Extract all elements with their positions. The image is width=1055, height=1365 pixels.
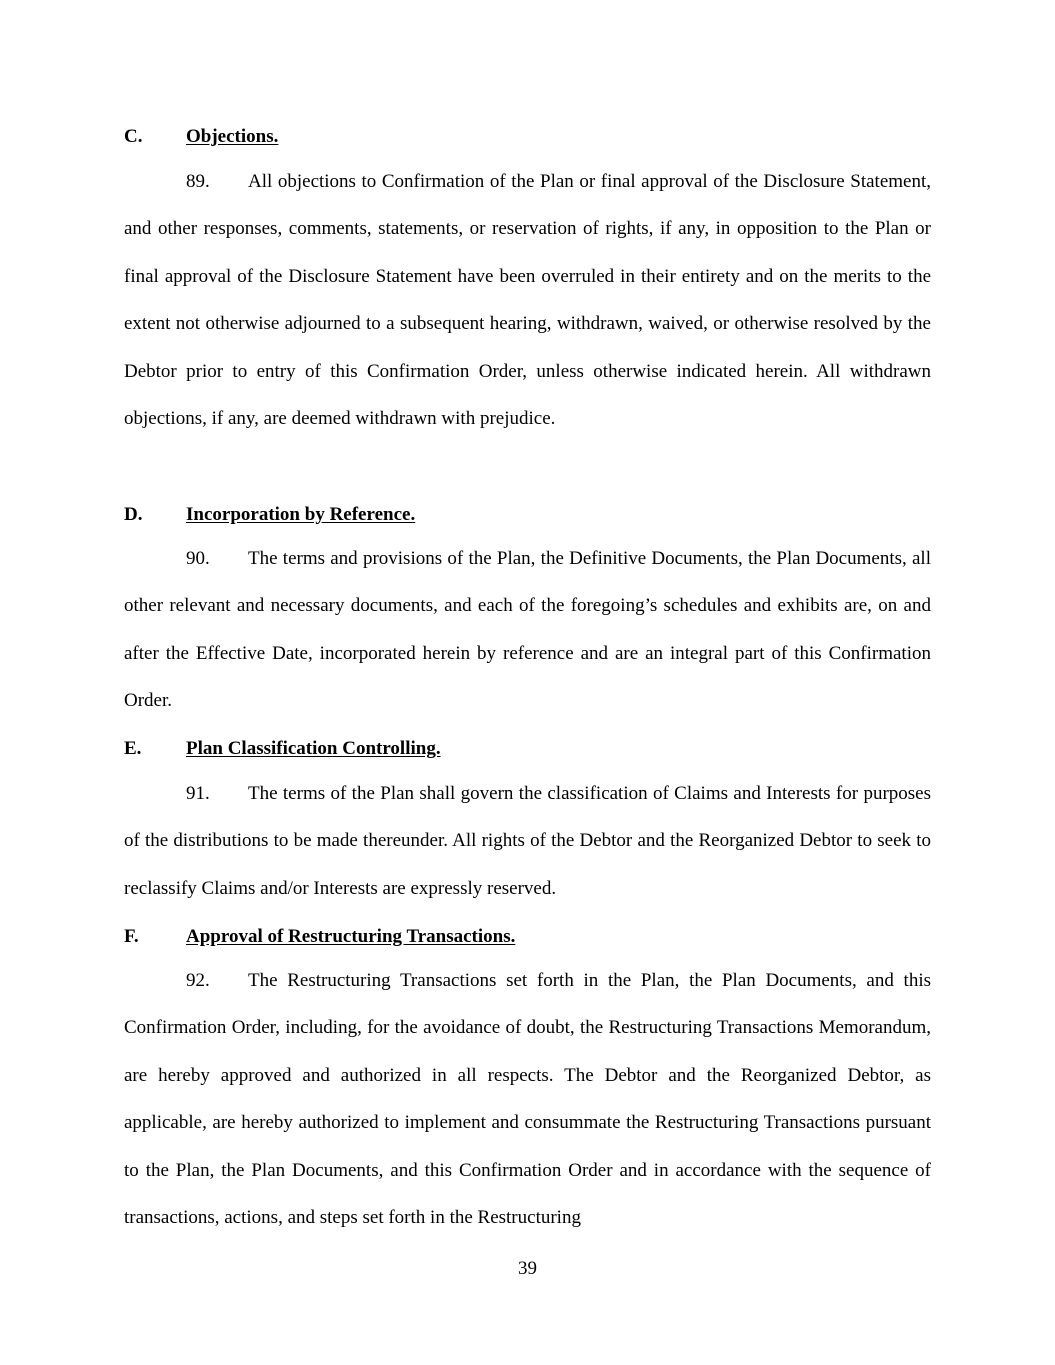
paragraph-91 [124, 770, 931, 912]
section-title: Plan Classification Controlling. [186, 738, 441, 759]
paragraph-text: All objections to Confirmation of the Plan or final approval of the Disclosure Statement, and other responses, comments, statements, or reservation of rights, if any, in opposition to the Plan or final approval of the Disclosure Statement have been overruled in their entirety and on the merits to the extent not otherwise adjourned to a subsequent hearing, withdrawn, waived, or otherwise resolved by the Debtor prior to entry of this Confirmation Order, unless otherwise indicated herein. All withdrawn objections, if any, are deemed withdrawn with prejudice. [124, 171, 931, 430]
paragraph-number: 90. [186, 548, 210, 569]
page-number: 39 [518, 1258, 537, 1279]
section-heading-d [124, 503, 415, 527]
section-title: Approval of Restructuring Transactions. [186, 926, 516, 947]
paragraph-number: 89. [186, 171, 210, 192]
paragraph-92 [124, 957, 931, 1241]
paragraph-text: The terms and provisions of the Plan, the Definitive Documents, the Plan Documents, all other relevant and necessary documents, and each of the foregoing’s schedules and exhibits are, on and after the Effective Date, incorporated herein by reference and are an integral part of this Confirmation Order. [124, 548, 931, 712]
paragraph-number: 91. [186, 783, 210, 804]
section-title: Objections. [186, 126, 279, 147]
section-heading-e [124, 737, 441, 761]
section-letter: D. [124, 504, 143, 525]
paragraph-text: The terms of the Plan shall govern the classification of Claims and Interests for purposes of the distributions to be made thereunder. All rights of the Debtor and the Reorganized Debtor to seek to reclassify Claims and/or Interests are expressly reserved. [124, 783, 931, 899]
paragraph-89 [124, 158, 931, 442]
paragraph-90 [124, 535, 931, 725]
paragraph-text: The Restructuring Transactions set forth in the Plan, the Plan Documents, and this Confirmation Order, including, for the avoidance of doubt, the Restructuring Transactions Memorandum, are hereby approved and authorized in all respects. The Debtor and the Reorganized Debtor, as applicable, are hereby authorized to implement and consummate the Restructuring Transactions pursuant to the Plan, the Plan Documents, and this Confirmation Order and in accordance with the sequence of transactions, actions, and steps set forth in the Restructuring [124, 970, 931, 1229]
section-heading-c [124, 125, 278, 149]
section-heading-f [124, 925, 515, 949]
paragraph-number: 92. [186, 970, 210, 991]
section-letter: F. [124, 926, 139, 947]
section-title: Incorporation by Reference. [186, 504, 416, 525]
section-letter: C. [124, 126, 143, 147]
section-letter: E. [124, 738, 142, 759]
